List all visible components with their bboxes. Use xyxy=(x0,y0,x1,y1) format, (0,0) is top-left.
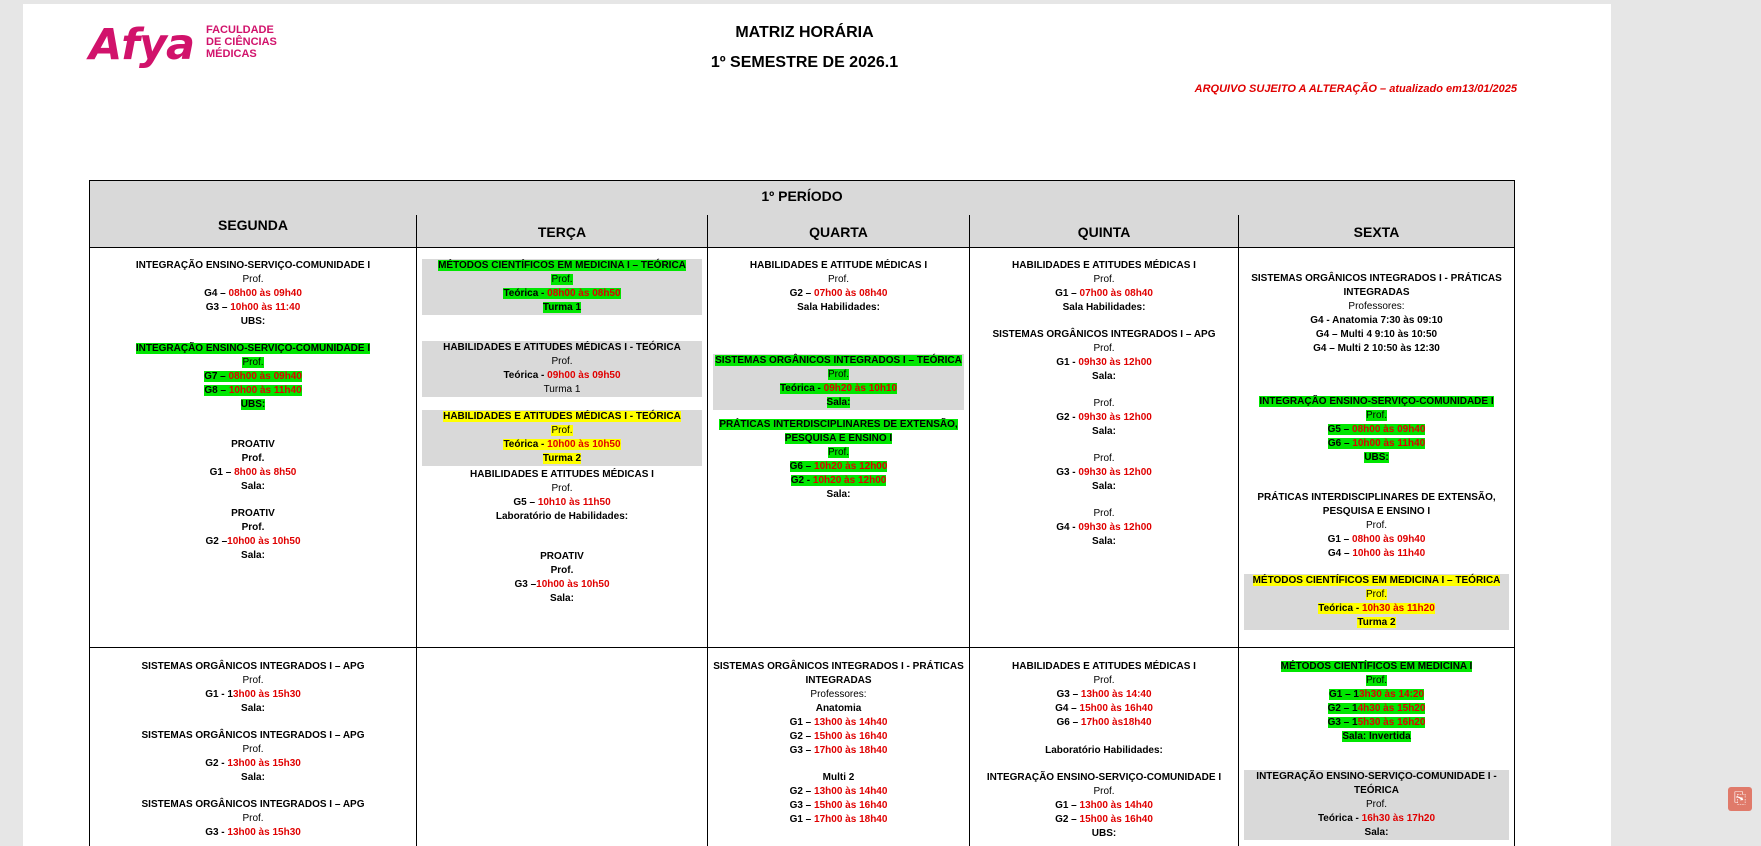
schedule-entry: INTEGRAÇÃO ENSINO-SERVIÇO-COMUNIDADE I Prof. G7 – 08h00 às 09h40 G8 – 10h00 às 11h40 UBS: xyxy=(135,343,371,410)
thursday-morning xyxy=(970,259,1238,549)
schedule-entry: SISTEMAS ORGÂNICOS INTEGRADOS I – APG Prof. G2 - 13h00 às 15h30 Sala: xyxy=(141,730,365,783)
document-title: MATRIZ HORÁRIA xyxy=(735,24,874,41)
schedule-entry: INTEGRAÇÃO ENSINO-SERVIÇO-COMUNIDADE I Prof. G4 – 08h00 às 09h40 G3 – 10h00 às 11:40 UBS: xyxy=(135,260,371,327)
column-tuesday xyxy=(416,215,707,846)
document-page xyxy=(23,4,1611,846)
schedule-entry: INTEGRAÇÃO ENSINO-SERVIÇO-COMUNIDADE I Prof. G5 – 08h00 às 09h40 G6 – 10h00 às 11h40 UBS: xyxy=(1259,396,1494,463)
schedule-entry: HABILIDADES E ATITUDES MÉDICAS I Prof. G3 – 13h00 às 14:40 G4 – 15h00 às 16h40 G6 – 17h00 às18h40 Laboratório Habilidades: xyxy=(1012,661,1196,756)
schedule-entry: Prof. G4 - 09h30 às 12h00 Sala: xyxy=(1056,508,1152,547)
schedule-entry: Prof. G2 - 09h30 às 12h00 Sala: xyxy=(1056,398,1152,437)
column-wednesday xyxy=(707,215,969,846)
schedule-entry: PROATIV Prof. G3 –10h00 às 10h50 Sala: xyxy=(514,551,610,604)
wednesday-afternoon xyxy=(708,660,969,827)
schedule-entry: MÉTODOS CIENTÍFICOS EM MEDICINA I – TEÓRICA Prof. Teórica - 10h30 às 11h20 Turma 2 xyxy=(1244,574,1509,630)
schedule-entry: HABILIDADES E ATITUDES MÉDICAS I - TEÓRICA Prof. Teórica - 09h00 às 09h50 Turma 1 xyxy=(422,341,702,397)
schedule-entry: SISTEMAS ORGÂNICOS INTEGRADOS I - PRÁTICAS INTEGRADAS Professores: Anatomia G1 – 13h00 às 14h40 G2 – 15h00 às 16h40 G3 – 17h00 às 18h40 xyxy=(713,661,964,756)
schedule-entry: Multi 2 G2 – 13h00 às 14h40 G3 – 15h00 às 16h40 G1 – 17h00 às 18h40 xyxy=(789,772,888,825)
column-thursday xyxy=(969,215,1238,846)
logo-subtitle: FACULDADE DE CIÊNCIAS MÉDICAS xyxy=(206,24,277,60)
day-header-monday: SEGUNDA xyxy=(90,215,416,248)
schedule-entry: MÉTODOS CIENTÍFICOS EM MEDICINA I – TEÓRICA Prof. Teórica - 08h00 às 08h50 Turma 1 xyxy=(422,259,702,315)
schedule-entry: PROATIV Prof. G1 – 8h00 às 8h50 Sala: xyxy=(209,439,297,492)
column-monday xyxy=(89,215,416,846)
update-notice: ARQUIVO SUJEITO A ALTERAÇÃO – atualizado em13/01/2025 xyxy=(1194,83,1517,95)
schedule-entry: INTEGRAÇÃO ENSINO-SERVIÇO-COMUNIDADE I - TEÓRICA Prof. Teórica - 16h30 às 17h20 Sala: xyxy=(1244,770,1509,840)
column-friday xyxy=(1238,215,1515,846)
day-header-thursday: QUINTA xyxy=(970,215,1238,248)
schedule-entry: PRÁTICAS INTERDISCIPLINARES DE EXTENSÃO, PESQUISA E ENSINO I Prof. G1 – 08h00 às 09h40 G4 – 10h00 às 11h40 xyxy=(1257,492,1496,559)
schedule-entry: SISTEMAS ORGÂNICOS INTEGRADOS I – TEÓRICA Prof. Teórica - 09h20 às 10h10 Sala: xyxy=(713,354,964,410)
logo-wordmark: Afya xyxy=(89,20,195,70)
tuesday-morning xyxy=(417,259,707,606)
schedule-entry: SISTEMAS ORGÂNICOS INTEGRADOS I – APG Prof. G3 - 13h00 às 15h30 xyxy=(141,799,365,838)
day-header-friday: SEXTA xyxy=(1239,215,1514,248)
period-header: 1º PERÍODO xyxy=(89,180,1515,216)
schedule-entry: INTEGRAÇÃO ENSINO-SERVIÇO-COMUNIDADE I Prof. G1 – 13h00 às 14h40 G2 – 15h00 às 16h40 UBS: xyxy=(986,772,1222,839)
schedule-entry: PROATIV Prof. G2 –10h00 às 10h50 Sala: xyxy=(205,508,301,561)
schedule-entry: HABILIDADES E ATITUDE MÉDICAS I Prof. G2 – 07h00 às 08h40 Sala Habilidades: xyxy=(749,260,928,313)
document-subtitle: 1º SEMESTRE DE 2026.1 xyxy=(710,54,899,71)
friday-morning xyxy=(1239,259,1514,630)
schedule-entry: SISTEMAS ORGÂNICOS INTEGRADOS I - PRÁTICAS INTEGRADAS Professores: G4 - Anatomia 7:30 às 09:10 G4 – Multi 4 9:10 às 10:50 G4 – Multi 2 10:50 às 12:30 xyxy=(1251,273,1502,354)
schedule-entry: HABILIDADES E ATITUDES MÉDICAS I - TEÓRICA Prof. Teórica - 10h00 às 10h50 Turma 2 xyxy=(422,410,702,466)
schedule-entry: HABILIDADES E ATITUDES MÉDICAS I Prof. G1 – 07h00 às 08h40 Sala Habilidades: xyxy=(1012,260,1196,313)
monday-morning xyxy=(90,259,416,563)
monday-afternoon xyxy=(90,660,416,840)
schedule-entry: SISTEMAS ORGÂNICOS INTEGRADOS I – APG Prof. G1 - 09h30 às 12h00 Sala: xyxy=(992,329,1216,382)
schedule-entry: Prof. G3 - 09h30 às 12h00 Sala: xyxy=(1056,453,1152,492)
wednesday-morning xyxy=(708,259,969,502)
schedule-entry: MÉTODOS CIENTÍFICOS EM MEDICINA I Prof. G1 – 13h30 às 14:20 G2 – 14h30 às 15h20 G3 – 15h30 às 16h20 Sala: Invertida xyxy=(1280,661,1473,742)
schedule-entry: SISTEMAS ORGÂNICOS INTEGRADOS I – APG Prof. G1 - 13h00 às 15h30 Sala: xyxy=(141,661,365,714)
day-header-wednesday: QUARTA xyxy=(708,215,969,248)
day-header-tuesday: TERÇA xyxy=(417,215,707,248)
thursday-afternoon xyxy=(970,660,1238,841)
schedule-entry: HABILIDADES E ATITUDES MÉDICAS I Prof. G5 – 10h10 às 11h50 Laboratório de Habilidades: xyxy=(470,469,654,522)
schedule-entry: PRÁTICAS INTERDISCIPLINARES DE EXTENSÃO, PESQUISA E ENSINO I Prof. G6 – 10h20 às 12h00 G2 - 10h20 às 12h00 Sala: xyxy=(719,419,958,500)
pdf-icon[interactable]: ⎘ xyxy=(1728,787,1752,811)
friday-afternoon xyxy=(1239,660,1514,840)
